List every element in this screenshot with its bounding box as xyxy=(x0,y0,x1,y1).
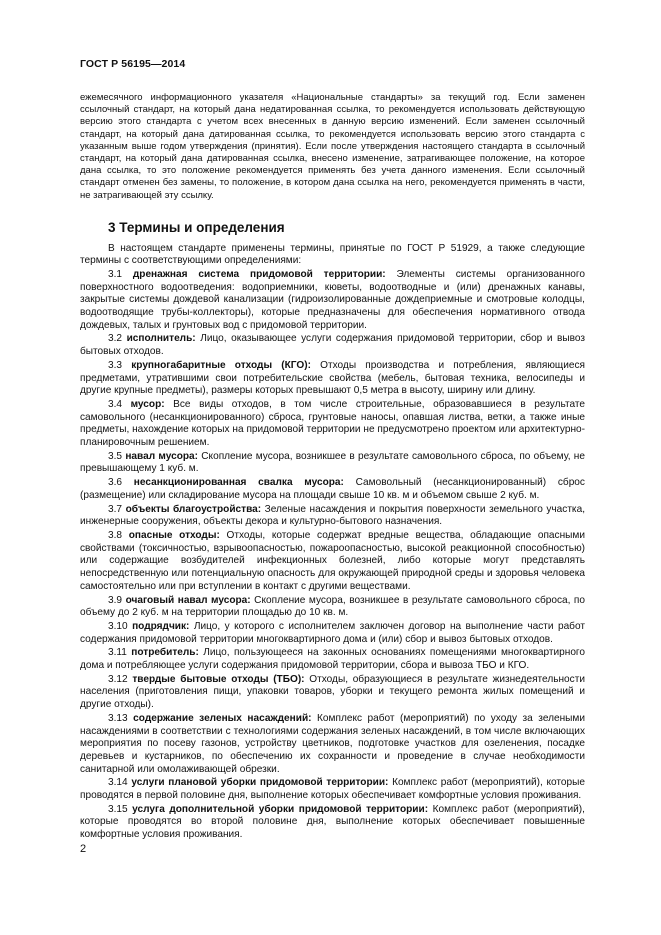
term-number: 3.11 xyxy=(108,647,127,659)
term-number: 3.5 xyxy=(108,450,123,462)
term-text: Скопление мусора, возникшее в результате самовольного сброса, по объему, не превышающему 1 куб. м. xyxy=(80,450,585,475)
term-name: опасные отходы: xyxy=(128,530,220,541)
term-text: Лицо, у которого с исполнителем заключен договор на выполнение части работ содержания придомовой территории многоквартирного дома и (или) сбор и вывоз бытовых отходов. xyxy=(80,620,585,645)
terms-list xyxy=(80,269,585,842)
term-number: 3.4 xyxy=(108,398,123,410)
term-definition xyxy=(80,333,585,358)
term-definition xyxy=(80,804,585,842)
term-text: Скопление мусора, возникшее в результате самовольного сброса, по объему до 2 куб. м на территории площадью до 10 кв. м. xyxy=(80,594,586,619)
term-definition xyxy=(80,674,585,712)
term-number: 3.12 xyxy=(108,673,128,685)
term-name: исполнитель: xyxy=(126,333,196,345)
term-text: Зеленые насаждения и покрытия поверхности земельного участка, инженерные сооружения, объекты декора и культурно-бытового назначения. xyxy=(80,503,585,528)
term-number: 3.15 xyxy=(108,803,128,815)
page-number: 2 xyxy=(80,843,87,855)
term-definition xyxy=(80,504,585,529)
standard-header: ГОСТ Р 56195—2014 xyxy=(80,58,186,70)
term-text: Комплекс работ (мероприятий), которые проводятся в первой половине дня, выполнение которых обеспечивает комфортные условия проживания. xyxy=(80,777,585,802)
term-text: Лицо, оказывающее услуги содержания придомовой территории, сбор и вывоз бытовых отходов. xyxy=(80,333,585,358)
term-definition xyxy=(80,777,585,802)
section-lead: В настоящем стандарте применены термины, принятые по ГОСТ Р 51929, а также следующие термины с соответствующими определениями: xyxy=(80,242,585,267)
term-definition xyxy=(80,451,585,476)
term-text: Отходы, образующиеся в результате жизнедеятельности населения (приготовления пищи, упаковки товаров, уборки и текущего ремонта жилых помещений и другие отходы). xyxy=(80,673,585,711)
section-title: 3 Термины и определения xyxy=(108,219,285,235)
term-name: несанкционированная свалка мусора: xyxy=(133,477,344,489)
term-name: объекты благоустройства: xyxy=(125,503,262,515)
term-number: 3.2 xyxy=(108,333,123,345)
term-definition xyxy=(80,713,585,777)
term-text: Отходы, которые содержат вредные вещества, обладающие опасными свойствами (токсичностью, взрывоопасностью, пожароопасностью, высокой реакционной способностью) или содержащие возбудителей инфекционных болезней, либо которые могут представлять непосредственную или потенциальную опасность для окружающей природной среды и здоровья человека самостоятельно или при вступлении в контакт с другими веществами. xyxy=(80,530,585,592)
term-definition xyxy=(80,621,585,646)
term-definition xyxy=(80,477,585,502)
term-definition xyxy=(80,530,585,594)
term-name: мусор: xyxy=(130,398,165,410)
term-number: 3.7 xyxy=(108,503,123,515)
term-text: Комплекс работ (мероприятий) по уходу за зелеными насаждениями в соответствии с технологиями содержания зеленых насаждений, в том числе включающих мероприятия по посеву газонов, устройству цветников, подготовке участков для озеленения, посадке деревьев и кустарников, по обеспечению их сохранности и проведение в случае необходимости санитарной или омолаживающей обрезки. xyxy=(80,712,586,775)
term-name: дренажная система придомовой территории: xyxy=(132,268,386,280)
term-number: 3.3 xyxy=(108,359,123,371)
term-number: 3.10 xyxy=(108,620,128,632)
term-number: 3.6 xyxy=(108,477,123,489)
term-text: Отходы производства и потребления, являющиеся предметами, утратившими свои потребительские свойства (мебель, бытовая техника, велосипеды и другие крупные предметы), размеры которых превышают 0,5 метра в высоту, ширину или длину. xyxy=(80,359,585,397)
term-text: Все виды отходов, в том числе строительные, образовавшиеся в результате самовольного (несанкционированного) сброса, грунтовые наносы, опавшая листва, ветки, а также иные предметы, нахождение которых на придомовой территории не предусмотрено проектом или архитектурно-планировочным решением. xyxy=(80,398,585,449)
term-number: 3.8 xyxy=(108,530,123,541)
page-content xyxy=(80,92,585,843)
term-number: 3.14 xyxy=(108,777,128,789)
term-name: содержание зеленых насаждений: xyxy=(133,712,312,724)
term-definition xyxy=(80,269,585,333)
term-definition xyxy=(80,360,585,398)
term-text: Самовольный (несанкционированный) сброс (размещение) или складирование мусора на площади свыше 10 кв. м и объемом свыше 2 куб. м. xyxy=(80,477,585,501)
term-definition xyxy=(80,399,585,450)
term-name: подрядчик: xyxy=(132,620,190,632)
term-number: 3.9 xyxy=(108,594,123,606)
term-definition xyxy=(80,647,585,672)
term-definition xyxy=(80,595,585,620)
term-name: услуги плановой уборки придомовой территории: xyxy=(131,777,389,789)
term-number: 3.1 xyxy=(108,268,123,280)
term-name: очаговый навал мусора: xyxy=(125,594,251,606)
term-name: крупногабаритные отходы (КГО): xyxy=(131,359,311,371)
term-name: твердые бытовые отходы (ТБО): xyxy=(132,673,305,685)
term-name: услуга дополнительной уборки придомовой территории: xyxy=(132,803,429,815)
term-text: Лицо, пользующееся на законных основаниях помещениями многоквартирного дома и потребляющее услуги содержания придомовой территории, сбора и вывоза ТБО и КГО. xyxy=(80,647,586,672)
term-text: Элементы системы организованного поверхностного водоотведения: водоприемники, кюветы, водоотводные и (или) дренажных канавы, закрытые системы дождевой канализации (гидроизолированные дождеприемные и смотровые колодцы, водоотводящие трубы-коллекторы), которые предназначены для обеспечения нормативного отвода дождевых, талых и грунтовых вод с придомовой территории. xyxy=(80,268,585,331)
term-name: потребитель: xyxy=(131,647,199,659)
term-text: Комплекс работ (мероприятий), которые проводятся во второй половине дня, выполнение которых обеспечивает повышенные комфортные условия проживания. xyxy=(80,803,585,841)
term-name: навал мусора: xyxy=(125,450,198,462)
term-number: 3.13 xyxy=(108,712,128,724)
intro-paragraph: ежемесячного информационного указателя «Национальные стандарты» за текущий год. Если заменен ссылочный стандарт, на который дана недатированная ссылка, то рекомендуется использовать действующую версию этого стандарта с учетом всех внесенных в данную версию изменений. Если заменен ссылочный стандарт, на который дана датированная ссылка, то рекомендуется использовать версию этого стандарта с указанным выше годом утверждения (принятия). Если после утверждения настоящего стандарта в ссылочный стандарт, на который дана датированная ссылка, внесено изменение, затрагивающее положение, на которое дана ссылка, то это положение рекомендуется применять без учета данного изменения. Если ссылочный стандарт отменен без замены, то положение, в котором дана ссылка на него, рекомендуется применять в части, не затрагивающей эту ссылку. xyxy=(80,92,585,201)
